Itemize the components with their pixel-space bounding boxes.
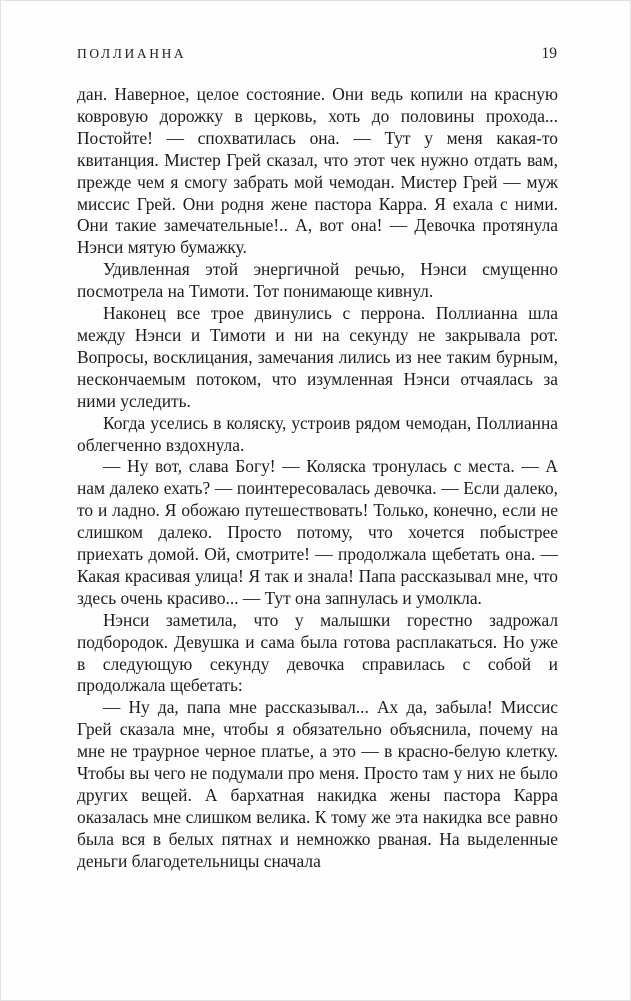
paragraph: — Ну вот, слава Богу! — Коляска тронулась с места. — А нам далеко ехать? — поинтересовалась девочка. — Если далеко, то и ладно. Я обожаю путешествовать! Только, конечно, если не слишком далеко. Просто потому, что хочется побыстрее приехать домой. Ой, смотрите! — продолжала щебетать она. — Какая красивая улица! Я так и знала! Папа рассказывал мне, что здесь очень красиво... — Тут она запнулась и умолкла. (77, 456, 558, 608)
paragraph: Наконец все трое двинулись с перрона. Поллианна шла между Нэнси и Тимоти и ни на секунду не закрывала рот. Вопросы, восклицания, замечания лились из нее таким бурным, нескончаемым потоком, что изумленная Нэнси отчаялась за ними уследить. (77, 303, 558, 411)
running-title: ПОЛЛИАННА (77, 46, 187, 61)
paragraph: — Ну да, папа мне рассказывал... Ах да, забыла! Миссис Грей сказала мне, чтобы я обязательно объяснила, почему на мне не траурное черное платье, а это — в красно-белую клетку. Чтобы вы чего не подумали про меня. Просто там у них не было других вещей. А бархатная накидка жены пастора Карра оказалась мне слишком велика. К тому же эта накидка все равно была вся в белых пятнах и немножко рваная. На выделенные деньги благодетельницы сначала (77, 697, 558, 871)
paragraph: Удивленная этой энергичной речью, Нэнси смущенно посмотрела на Тимоти. Тот понимающе кивнул. (77, 259, 558, 302)
page-number: 19 (541, 45, 557, 62)
paragraph: Когда уселись в коляску, устроив рядом чемодан, Поллианна облегченно вздохнула. (77, 412, 558, 455)
page-body (77, 84, 558, 873)
paragraph: дан. Наверное, целое состояние. Они ведь копили на красную ковровую дорожку в церковь, хоть до половины прохода... Постойте! — спохватилась она. — Тут у меня какая-то квитанция. Мистер Грей сказал, что этот чек нужно отдать вам, прежде чем я смогу забрать мой чемодан. Мистер Грей — муж миссис Грей. Они родня жене пастора Карра. Я ехала с ними. Они такие замечательные!.. А, вот она! — Девочка протянула Нэнси мятую бумажку. (77, 84, 558, 258)
paragraph: Нэнси заметила, что у малышки горестно задрожал подбородок. Девушка и сама была готова расплакаться. Но уже в следующую секунду девочка справилась с собой и продолжала щебетать: (77, 609, 558, 696)
page-header (77, 45, 557, 63)
